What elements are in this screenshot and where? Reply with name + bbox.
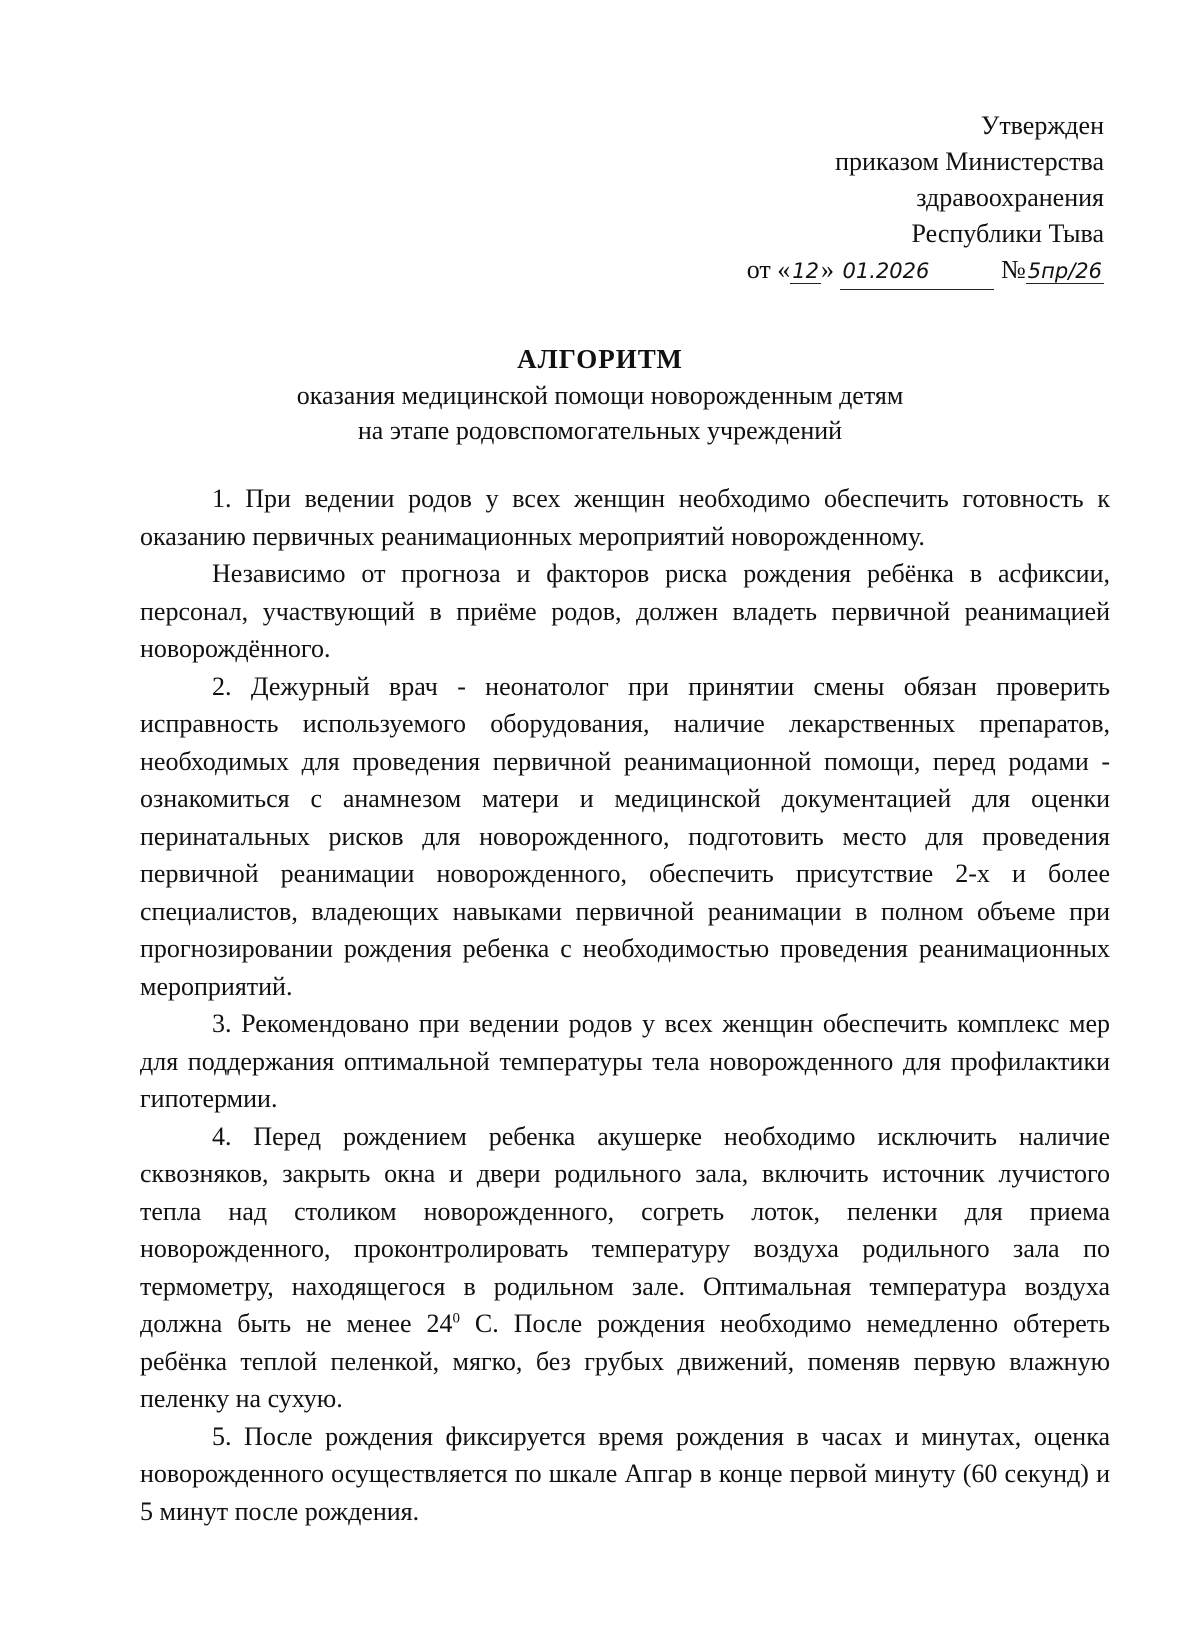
handwritten-number: 5пр/26 (1027, 259, 1102, 283)
paragraph-5 (140, 1118, 1110, 1418)
approval-line-4: Республики Тыва (911, 219, 1104, 248)
paragraph-5-text-a: 4. Перед рождением ребенка акушерке необходимо исключить наличие сквозняков, закрыть окна и двери родильного зала, включить источник лучистого тепла над столиком новорожденного, согреть лоток, пеленки для приема новорожденного, проконтролировать температуру воздуха родильного зала по термометру, находящегося в родильном зале. Оптимальная температура воздуха должна быть не менее 24 (140, 1121, 1110, 1338)
handwritten-date: 01.2026 (840, 253, 994, 290)
paragraph-3: 2. Дежурный врач - неонатолог при принятии смены обязан проверить исправность используемого оборудования, наличие лекарственных препаратов, необходимых для проведения первичной реанимационной помощи, перед родами - ознакомиться с анамнезом матери и медицинской документацией для оценки перинатальных рисков для новорожденного, подготовить место для проведения первичной реанимации новорожденного, обеспечить присутствие 2-х и более специалистов, владеющих навыками первичной реанимации в полном объеме при прогнозировании рождения ребенка с необходимостью проведения реанимационных мероприятий. (140, 671, 1110, 1001)
date-prefix: от « (746, 255, 791, 284)
approval-line-3: здравоохранения (916, 183, 1104, 212)
document-subtitle-line-2: на этапе родовспомогательных учреждений (357, 416, 843, 445)
number-prefix: № (1000, 255, 1026, 284)
document-body (140, 480, 1110, 1530)
approval-line-2: приказом Министерства (835, 147, 1104, 176)
paragraph-2: Независимо от прогноза и факторов риска рождения ребёнка в асфиксии, персонал, участвующий в приёме родов, должен владеть первичной реанимацией новорождённого. (140, 559, 1110, 663)
degree-superscript: 0 (452, 1310, 460, 1327)
approval-block (747, 108, 1104, 290)
handwritten-day: 12 (792, 259, 819, 283)
document-subtitle-line-1: оказания медицинской помощи новорожденным детям (296, 381, 904, 410)
document-title: АЛГОРИТМ (517, 344, 683, 374)
approval-line-1: Утвержден (980, 111, 1104, 140)
paragraph-4: 3. Рекомендовано при ведении родов у всех женщин обеспечить комплекс мер для поддержания оптимальной температуры тела новорожденного для профилактики гипотермии. (140, 1009, 1110, 1113)
title-block (0, 340, 1200, 448)
paragraph-6: 5. После рождения фиксируется время рождения в часах и минутах, оценка новорожденного осуществляется по шкале Апгар в конце первой минуту (60 секунд) и 5 минут после рождения. (140, 1421, 1110, 1526)
date-mid: » (820, 255, 841, 284)
paragraph-1: 1. При ведении родов у всех женщин необходимо обеспечить готовность к оказанию первичных реанимационных мероприятий новорожденному. (140, 484, 1110, 551)
approval-date-line (747, 252, 1104, 290)
paragraph-5-text-b: С. После рождения необходимо немедленно обтереть ребёнка теплой пеленкой, мягко, без грубых движений, поменяв первую влажную пеленку на сухую. (140, 1309, 1111, 1413)
